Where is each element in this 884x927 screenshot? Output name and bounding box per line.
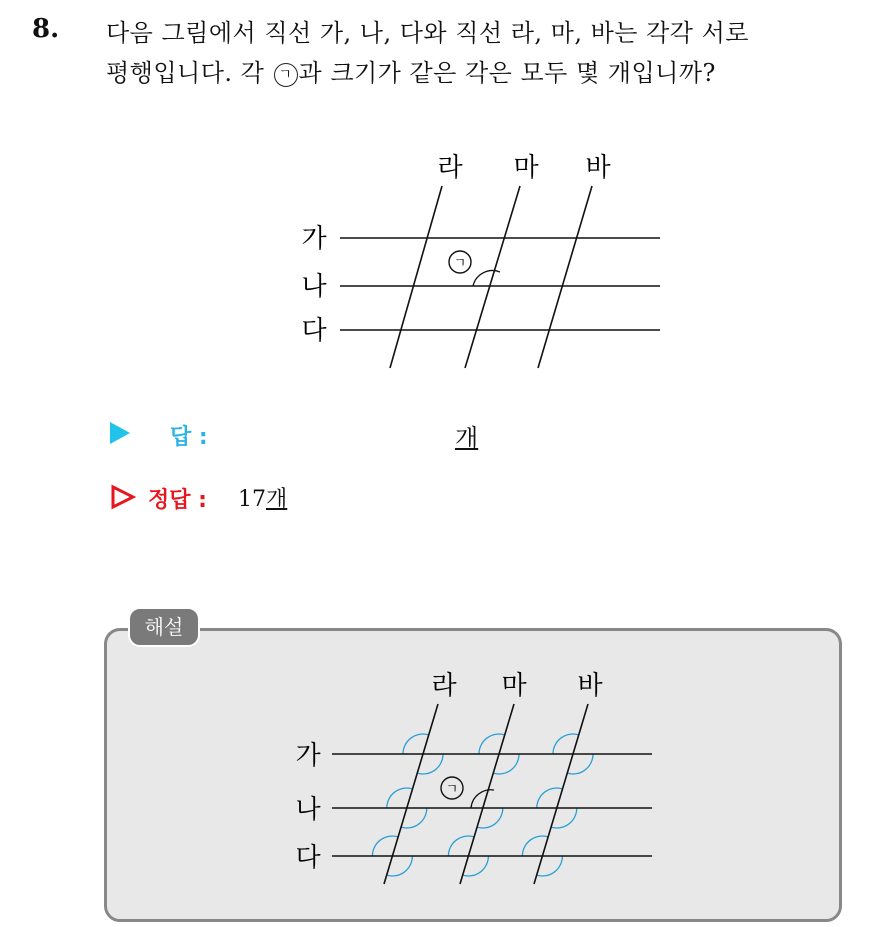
answer-row <box>110 418 510 452</box>
angle-mark-text: ㄱ <box>453 256 467 271</box>
equal-angle-arc <box>401 808 427 828</box>
exp-label-ga: 가 <box>295 741 321 771</box>
circled-angle-mark: ㄱ <box>274 63 298 87</box>
equal-angle-arc <box>372 836 398 856</box>
parallel-lines-figure <box>290 140 680 380</box>
label-ma: 마 <box>513 153 539 183</box>
label-da: 다 <box>301 316 327 346</box>
equal-angle-arc <box>522 836 548 856</box>
question-text-line2 <box>106 53 716 88</box>
equal-angle-arc <box>463 856 489 876</box>
explanation-figure <box>280 660 670 890</box>
equal-angle-arc <box>537 788 563 808</box>
equal-angle-arc <box>403 734 429 754</box>
question-number: 8. <box>32 14 60 44</box>
equal-angle-arc <box>553 734 579 754</box>
line-ba <box>538 186 592 368</box>
equal-angle-arc <box>477 808 503 828</box>
line-ra <box>390 186 442 368</box>
equal-angle-arc <box>448 836 474 856</box>
solution-value: 17 <box>238 487 266 512</box>
equal-angle-arc <box>493 754 519 774</box>
exp-label-ra: 라 <box>431 671 457 701</box>
solution-value-wrap <box>238 482 287 513</box>
exp-label-da: 다 <box>295 843 321 873</box>
solution-unit: 개 <box>266 487 288 512</box>
question-text-part1: 평행입니다. 각 <box>106 59 273 87</box>
label-ba: 바 <box>585 153 611 183</box>
exp-angle-mark-text: ㄱ <box>445 782 459 797</box>
equal-angle-arc <box>387 856 413 876</box>
angle-arc <box>473 271 500 286</box>
exp-line-ma <box>460 704 514 884</box>
exp-angle-arc <box>471 790 494 808</box>
exp-label-ma: 마 <box>501 671 527 701</box>
line-ma <box>465 186 520 368</box>
solution-row <box>110 482 510 516</box>
equal-angle-arcs <box>372 734 593 876</box>
play-triangle-icon <box>110 422 130 444</box>
answer-label: 답 : <box>170 425 208 450</box>
equal-angle-arc <box>537 856 563 876</box>
equal-angle-arc <box>417 754 443 774</box>
exp-label-na: 나 <box>295 795 321 825</box>
solution-label: 정답 : <box>148 488 207 513</box>
equal-angle-arc <box>387 788 413 808</box>
question-text-part2: 과 크기가 같은 각은 모두 몇 개입니까? <box>298 59 716 87</box>
equal-angle-arc <box>567 754 593 774</box>
equal-angle-arc <box>551 808 577 828</box>
label-ga: 가 <box>301 224 327 254</box>
equal-angle-arc <box>479 734 505 754</box>
answer-unit[interactable]: 개 <box>455 424 479 452</box>
label-na: 나 <box>301 272 327 302</box>
exp-label-ba: 바 <box>577 671 603 701</box>
question-text-line1: 다음 그림에서 직선 가, 나, 다와 직선 라, 마, 바는 각각 서로 <box>106 19 749 47</box>
explanation-tag: 해설 <box>128 607 200 647</box>
label-ra: 라 <box>437 153 463 183</box>
outline-triangle-icon <box>110 484 136 510</box>
